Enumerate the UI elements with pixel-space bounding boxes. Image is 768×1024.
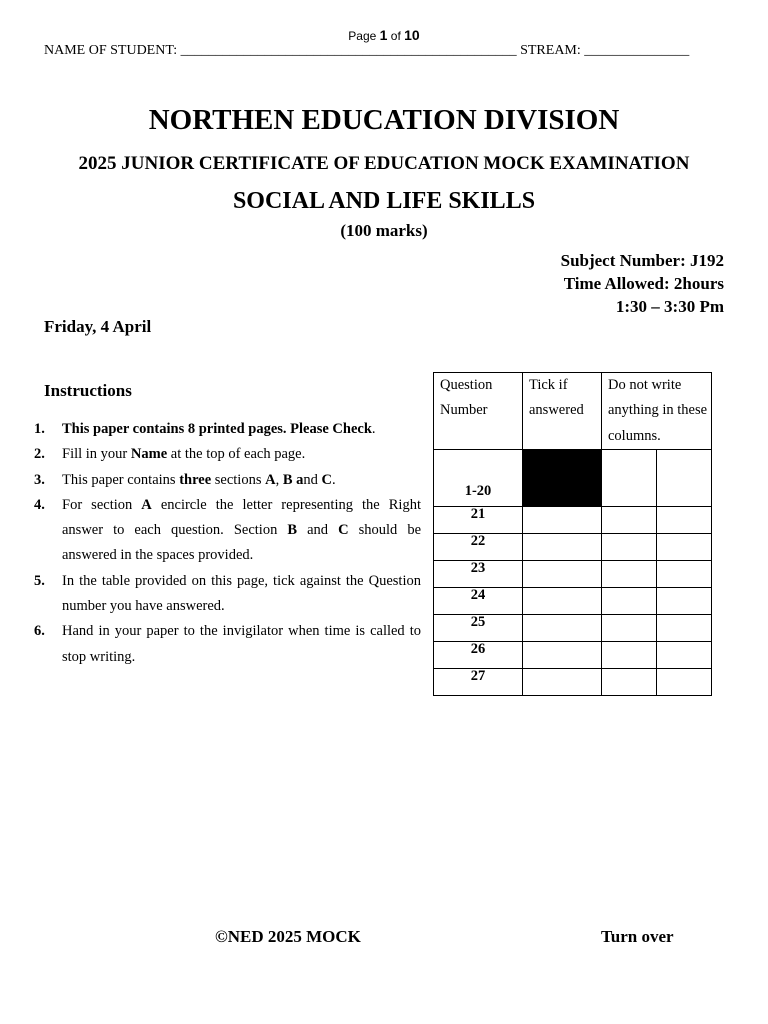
instruction-item — [34, 468, 421, 493]
exam-title: 2025 JUNIOR CERTIFICATE OF EDUCATION MOCK EXAMINATION — [78, 153, 690, 174]
answer-tracking-table — [433, 372, 712, 696]
footer-copyright: ©NED 2025 MOCK — [215, 927, 361, 946]
instruction-text: In the table provided on this page, tick against the Question number you have answered. — [62, 572, 421, 615]
instruction-text: C — [338, 522, 349, 539]
instruction-text: Fill in your — [62, 446, 131, 463]
exam-meta — [561, 249, 724, 318]
stream-label: STREAM: — [520, 43, 581, 58]
instruction-number: 3. — [34, 471, 45, 488]
examiner-cell — [657, 641, 712, 668]
table-row — [434, 560, 712, 587]
instruction-text: encircle the letter representing the Right answer to each question. Section — [62, 496, 421, 539]
tick-cell[interactable] — [523, 587, 602, 614]
examiner-cell — [657, 614, 712, 641]
instruction-text: B — [287, 522, 298, 539]
page-of: of — [390, 29, 401, 43]
time-allowed: Time Allowed: 2hours — [563, 274, 724, 293]
student-info-line — [44, 43, 724, 59]
examiner-cell — [657, 560, 712, 587]
instruction-text: C — [321, 471, 332, 488]
instruction-item — [34, 619, 421, 670]
tick-cell[interactable] — [523, 506, 602, 533]
table-row — [434, 668, 712, 695]
tick-cell[interactable] — [523, 560, 602, 587]
tick-cell[interactable] — [523, 533, 602, 560]
instruction-item — [34, 569, 421, 620]
examiner-cell — [602, 560, 657, 587]
blocked-cell — [523, 449, 602, 506]
subject-number: Subject Number: J192 — [560, 251, 724, 270]
instruction-text: B a — [282, 471, 304, 488]
examiner-cell — [602, 506, 657, 533]
instruction-number: 4. — [34, 496, 45, 513]
question-number-cell: 27 — [434, 668, 523, 695]
tick-cell[interactable] — [523, 641, 602, 668]
instruction-text: Name — [130, 446, 168, 463]
table-row — [434, 449, 712, 506]
instruction-text: , — [275, 471, 283, 488]
question-number-cell: 23 — [434, 560, 523, 587]
instruction-text: at the top of each page. — [167, 446, 306, 463]
examiner-cell — [602, 614, 657, 641]
examiner-cell — [657, 449, 712, 506]
question-number-cell: 21 — [434, 506, 523, 533]
header-tick-if-answered: Tick if answered — [523, 373, 602, 450]
time-range: 1:30 – 3:30 Pm — [615, 297, 724, 316]
table-row — [434, 614, 712, 641]
total-marks: (100 marks) — [340, 221, 428, 240]
question-number-cell: 22 — [434, 533, 523, 560]
examiner-cell — [657, 587, 712, 614]
instruction-text: A — [141, 496, 152, 513]
question-number-cell: 1-20 — [434, 449, 523, 506]
instruction-text: This paper contains — [62, 471, 180, 488]
table-header-row — [434, 373, 712, 450]
footer-turn-over: Turn over — [601, 927, 674, 946]
student-name-blank[interactable]: ________________________________________________ — [180, 43, 517, 58]
instructions-heading: Instructions — [44, 381, 132, 400]
table-row — [434, 533, 712, 560]
page-current: 1 — [379, 27, 388, 43]
instruction-text: For section — [62, 496, 142, 513]
page-label: Page — [348, 29, 377, 43]
instruction-text: sections — [211, 471, 266, 488]
subject-title: SOCIAL AND LIFE SKILLS — [232, 188, 536, 214]
table-row — [434, 506, 712, 533]
examiner-cell — [602, 533, 657, 560]
examiner-cell — [602, 587, 657, 614]
instruction-text: and — [297, 522, 339, 539]
instruction-item — [34, 442, 421, 467]
examiner-cell — [657, 506, 712, 533]
examiner-cell — [602, 641, 657, 668]
page-number — [0, 27, 768, 43]
tick-cell[interactable] — [523, 668, 602, 695]
exam-date: Friday, 4 April — [44, 317, 152, 336]
instruction-number: 5. — [34, 572, 45, 589]
student-name-label: NAME OF STUDENT: — [44, 43, 178, 58]
instruction-text: . — [332, 471, 336, 488]
instruction-item — [34, 417, 421, 442]
question-number-cell: 24 — [434, 587, 523, 614]
examiner-cell — [657, 668, 712, 695]
table-row — [434, 641, 712, 668]
question-number-cell: 25 — [434, 614, 523, 641]
instruction-text: . — [371, 421, 376, 437]
page-total: 10 — [404, 27, 420, 43]
instruction-text: three — [179, 471, 212, 488]
instruction-text: nd — [303, 471, 322, 488]
tick-cell[interactable] — [523, 614, 602, 641]
instruction-text: Hand in your paper to the invigilator when time is called to stop writing. — [62, 623, 421, 665]
instruction-item — [34, 493, 421, 569]
header-question-number: Question Number — [434, 373, 523, 450]
stream-blank[interactable]: _______________ — [584, 43, 690, 58]
division-title: NORTHEN EDUCATION DIVISION — [148, 104, 620, 136]
instruction-number: 1. — [34, 421, 45, 437]
instruction-number: 6. — [34, 623, 45, 640]
examiner-cell — [602, 668, 657, 695]
instruction-text: A — [265, 471, 276, 488]
examiner-cell — [602, 449, 657, 506]
instruction-text: This paper contains 8 printed pages. Please Check — [62, 421, 372, 437]
header-do-not-write: Do not write anything in these columns. — [602, 373, 712, 450]
table-row — [434, 587, 712, 614]
instructions-list — [34, 417, 421, 670]
instruction-number: 2. — [34, 446, 45, 463]
question-number-cell: 26 — [434, 641, 523, 668]
instruction-text: should be answered in the spaces provided. — [62, 522, 422, 564]
examiner-cell — [657, 533, 712, 560]
